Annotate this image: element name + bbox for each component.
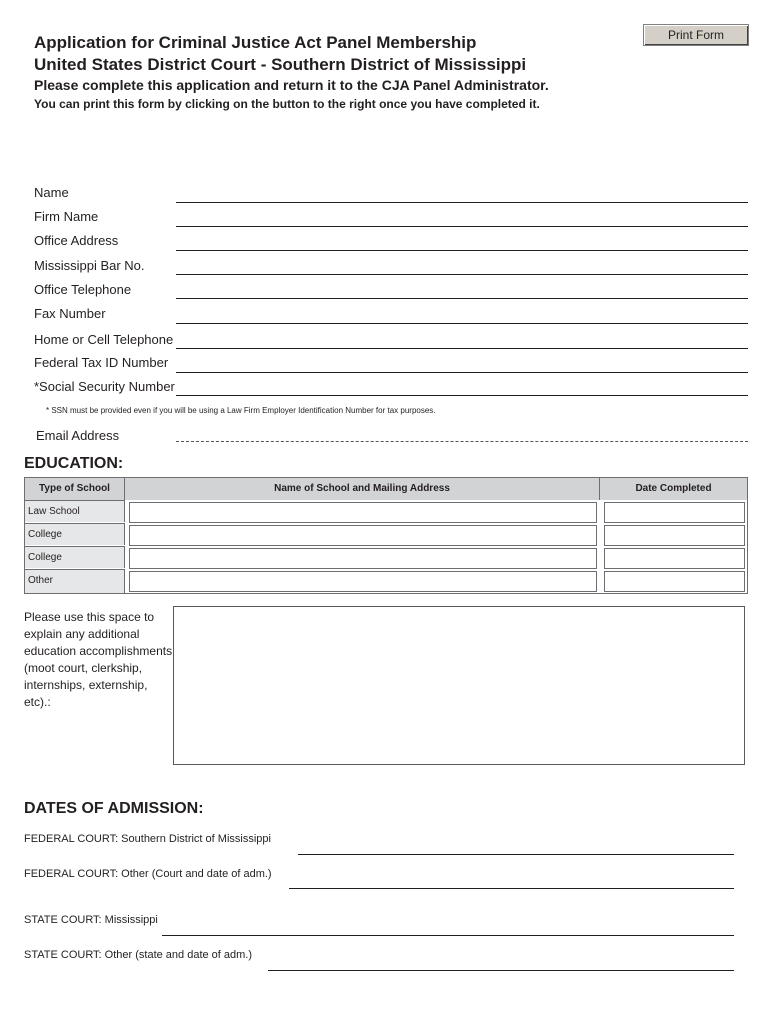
federal-court-sdms-label: FEDERAL COURT: Southern District of Mississippi — [24, 833, 271, 845]
bar-number-field[interactable] — [176, 274, 748, 275]
state-court-other-field[interactable] — [268, 970, 734, 971]
home-cell-telephone-label: Home or Cell Telephone — [34, 332, 174, 347]
federal-tax-id-field[interactable] — [176, 372, 748, 373]
court-title: United States District Court - Southern District of Mississippi — [34, 55, 527, 74]
email-field[interactable] — [176, 441, 748, 442]
additional-education-textarea[interactable] — [173, 606, 745, 765]
law-school-name-field[interactable] — [129, 502, 597, 523]
office-telephone-field[interactable] — [176, 298, 748, 299]
column-header-name-address: Name of School and Mailing Address — [125, 478, 600, 500]
ssn-note: * SSN must be provided even if you will be using a Law Firm Employer Identification Number for tax purposes. — [46, 406, 436, 415]
college-1-date-field[interactable] — [604, 525, 745, 546]
name-label: Name — [34, 185, 69, 200]
instruction-return: Please complete this application and return it to the CJA Panel Administrator. — [34, 77, 549, 93]
column-header-type: Type of School — [25, 478, 125, 500]
state-court-mississippi-field[interactable] — [162, 935, 734, 936]
office-address-label: Office Address — [34, 233, 119, 248]
bar-number-label: Mississippi Bar No. — [34, 258, 145, 273]
row-label-other: Other — [25, 569, 125, 593]
ssn-label: *Social Security Number — [34, 379, 175, 394]
federal-court-other-field[interactable] — [289, 888, 734, 889]
federal-court-other-label: FEDERAL COURT: Other (Court and date of adm.) — [24, 868, 272, 880]
education-heading: EDUCATION: — [24, 455, 124, 472]
instruction-print: You can print this form by clicking on the button to the right once you have completed it. — [34, 97, 540, 111]
office-telephone-label: Office Telephone — [34, 282, 132, 297]
fax-number-label: Fax Number — [34, 306, 106, 321]
firm-name-label: Firm Name — [34, 209, 99, 224]
firm-name-field[interactable] — [176, 226, 748, 227]
dates-of-admission-heading: DATES OF ADMISSION: — [24, 800, 204, 817]
education-table — [24, 477, 748, 594]
college-2-date-field[interactable] — [604, 548, 745, 569]
additional-education-label: Please use this space to explain any additional education accomplishments (moot court, clerkship, internships, externship, etc).: — [24, 610, 173, 709]
state-court-other-label: STATE COURT: Other (state and date of adm.) — [24, 949, 253, 961]
name-field[interactable] — [176, 202, 748, 203]
fax-number-field[interactable] — [176, 323, 748, 324]
federal-court-sdms-field[interactable] — [298, 854, 734, 855]
row-label-college-1: College — [25, 523, 125, 545]
federal-tax-id-label: Federal Tax ID Number — [34, 355, 169, 370]
other-school-name-field[interactable] — [129, 571, 597, 592]
column-header-date-completed: Date Completed — [600, 478, 747, 500]
form-title: Application for Criminal Justice Act Panel Membership — [34, 33, 477, 52]
email-label: Email Address — [36, 428, 120, 443]
college-1-name-field[interactable] — [129, 525, 597, 546]
print-form-button[interactable]: Print Form — [643, 24, 749, 46]
home-cell-telephone-field[interactable] — [176, 348, 748, 349]
law-school-date-field[interactable] — [604, 502, 745, 523]
office-address-field[interactable] — [176, 250, 748, 251]
row-label-college-2: College — [25, 546, 125, 568]
college-2-name-field[interactable] — [129, 548, 597, 569]
row-label-law-school: Law School — [25, 500, 125, 522]
ssn-field[interactable] — [176, 395, 748, 396]
state-court-mississippi-label: STATE COURT: Mississippi — [24, 914, 158, 926]
other-school-date-field[interactable] — [604, 571, 745, 592]
